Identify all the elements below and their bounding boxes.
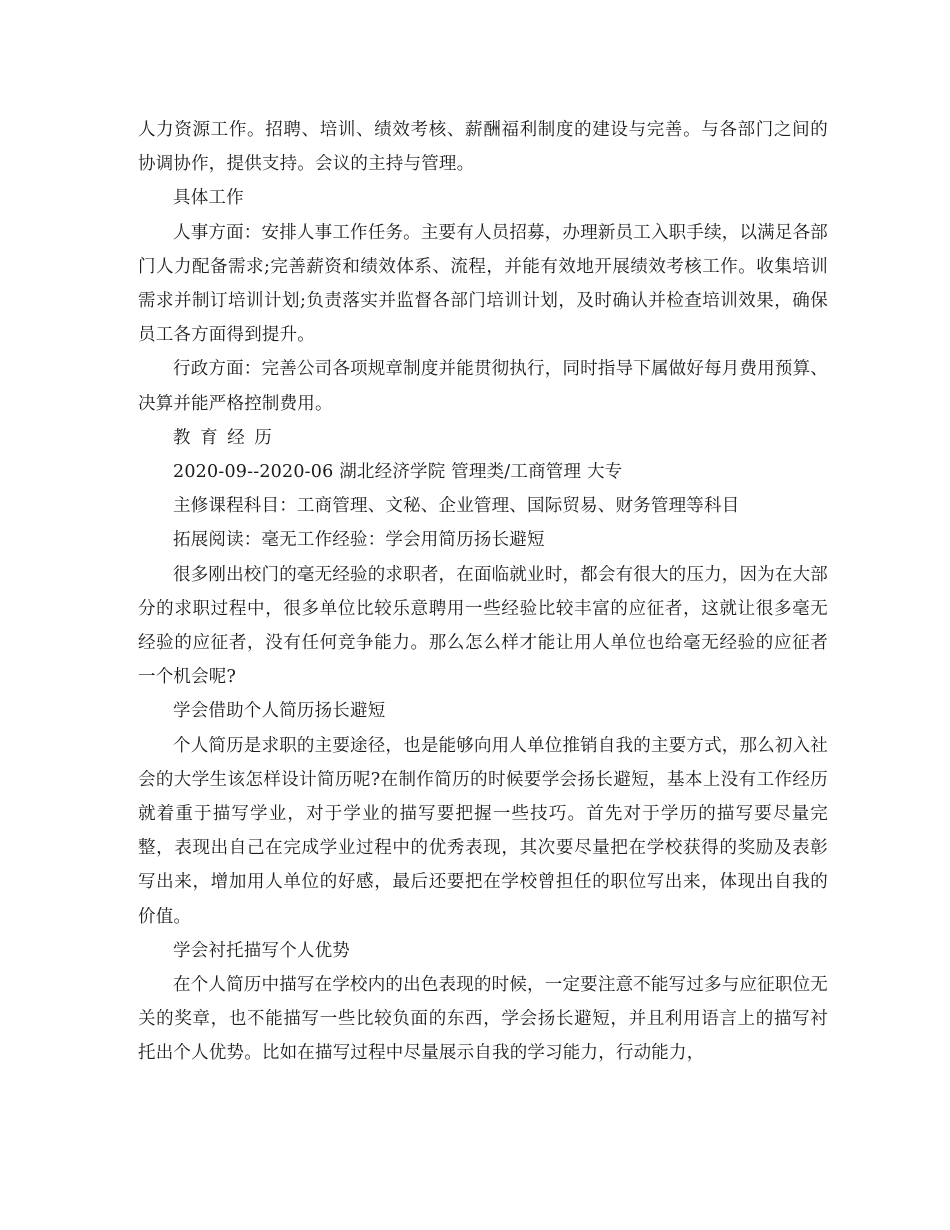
paragraph-no-experience: 很多刚出校门的毫无经验的求职者，在面临就业时，都会有很大的压力，因为在大部分的求职过程中，很多单位比较乐意聘用一些经验比较丰富的应征者，这就让很多毫无经验的应征者，没有任何竞争能力。那么怎么样才能让用人单位也给毫无经验的应征者一个机会呢? (138, 564, 828, 688)
section-heading-specific-work: 具体工作 (173, 188, 244, 209)
paragraph-strengths: 在个人简历中描写在学校内的出色表现的时候，一定要注意不能写过多与应征职位无关的奖章，也不能描写一些比较负面的东西，学会扬长避短，并且利用语言上的描写衬托出个人优势。比如在描写过程中尽量展示自我的学习能力，行动能力， (138, 975, 828, 1064)
paragraph-administration: 行政方面：完善公司各项规章制度并能贯彻执行，同时指导下属做好每月费用预算、决算并能严格控制费用。 (138, 359, 828, 414)
paragraph-personnel: 人事方面：安排人事工作任务。主要有人员招募，办理新员工入职手续，以满足各部门人力配备需求;完善薪资和绩效体系、流程，并能有效地开展绩效考核工作。收集培训需求并制订培训计划;负责落实并监督各部门培训计划，及时确认并检查培训效果，确保员工各方面得到提升。 (138, 222, 828, 346)
subheading-strengths: 学会衬托描写个人优势 (173, 940, 350, 961)
paragraph-intro: 人力资源工作。招聘、培训、绩效考核、薪酬福利制度的建设与完善。与各部门之间的协调协作，提供支持。会议的主持与管理。 (138, 120, 828, 175)
extended-reading-title: 拓展阅读：毫无工作经验：学会用简历扬长避短 (173, 530, 545, 551)
subheading-resume: 学会借助个人简历扬长避短 (173, 701, 386, 722)
section-heading-education: 教育经历 (173, 427, 282, 448)
major-courses: 主修课程科目：工商管理、文秘、企业管理、国际贸易、财务管理等科目 (173, 496, 740, 517)
document-page (138, 113, 828, 1071)
education-entry: 2020-09--2020-06 湖北经济学院 管理类/工商管理 大专 (173, 462, 623, 483)
paragraph-resume-design: 个人简历是求职的主要途径，也是能够向用人单位推销自我的主要方式，那么初入社会的大学生该怎样设计简历呢?在制作简历的时候要学会扬长避短，基本上没有工作经历就着重于描写学业，对于学业的描写要把握一些技巧。首先对于学历的描写要尽量完整，表现出自己在完成学业过程中的优秀表现，其次要尽量把在学校获得的奖励及表彰写出来，增加用人单位的好感，最后还要把在学校曾担任的职位写出来，体现出自我的价值。 (138, 735, 828, 927)
